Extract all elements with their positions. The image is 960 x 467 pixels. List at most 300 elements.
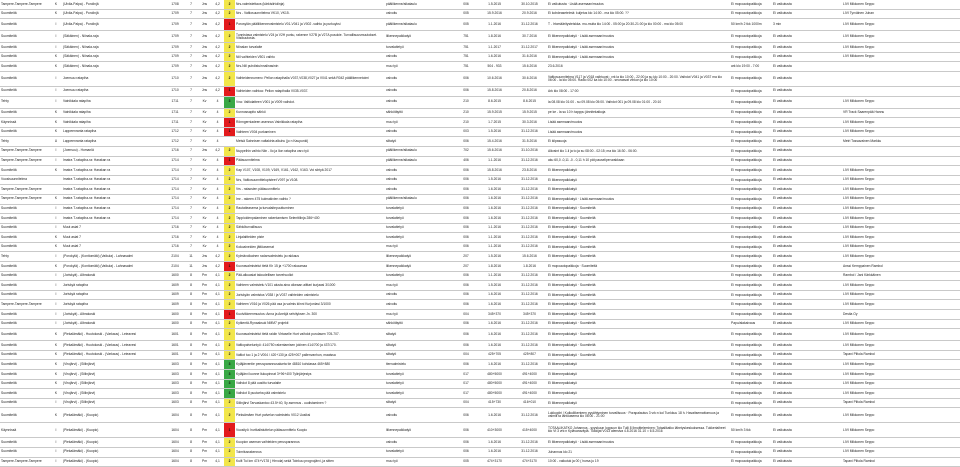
zone-cell[interactable]: 4 bbox=[211, 194, 224, 204]
section-cell[interactable]: (Piekalämäki) - (Kuopio) bbox=[62, 457, 166, 467]
contact-cell[interactable]: LIVI Mikkonen Seppo bbox=[842, 43, 960, 53]
work-type-cell[interactable]: valvoitu bbox=[385, 185, 455, 195]
track-cell[interactable]: 1711 bbox=[166, 118, 184, 128]
region-cell[interactable]: Pm bbox=[198, 329, 211, 341]
section-cell[interactable]: (Säkäinen) - Niinala-raja bbox=[62, 43, 166, 53]
priority-cell[interactable]: 2 bbox=[224, 271, 235, 281]
area-cell[interactable]: 8 bbox=[184, 360, 198, 370]
start-cell[interactable]: 345+370 bbox=[477, 310, 512, 320]
zone-cell[interactable]: 4 bbox=[211, 185, 224, 195]
speed-limit-cell[interactable]: Ei mopoautopaikkoja bbox=[730, 408, 772, 423]
contact-cell[interactable]: LIVI Mikkonen Seppo bbox=[842, 423, 960, 438]
contact-cell[interactable] bbox=[842, 86, 960, 96]
area-cell[interactable]: 7 bbox=[184, 108, 198, 118]
speed-limit-cell[interactable]: Ei mopoautopaikkoja bbox=[730, 271, 772, 281]
section-cell[interactable]: (Säkäinen) - Niinala-raja bbox=[62, 62, 166, 72]
area-cell[interactable]: 7 bbox=[184, 204, 198, 214]
work-type-cell[interactable]: valvoitu bbox=[385, 52, 455, 62]
region-cell[interactable]: Kv bbox=[198, 175, 211, 185]
contact-cell[interactable]: LIVI Mikkonen Seppo bbox=[842, 447, 960, 457]
region-cell[interactable]: Pm bbox=[198, 341, 211, 351]
section-cell[interactable]: Vainikkala ratapiha bbox=[62, 108, 166, 118]
area-cell[interactable]: 7 bbox=[184, 146, 198, 156]
class-cell[interactable]: I bbox=[50, 423, 62, 438]
region-cell[interactable]: Kv bbox=[198, 127, 211, 137]
table-row[interactable] bbox=[0, 379, 960, 389]
start-cell[interactable]: 480+5000 bbox=[477, 389, 512, 399]
start-cell[interactable]: 1.6.2016 bbox=[477, 319, 512, 329]
class-cell[interactable]: K bbox=[50, 9, 62, 19]
effect-cell[interactable]: Ei vaikutusta bbox=[772, 360, 842, 370]
track-cell[interactable]: 1716 bbox=[166, 242, 184, 252]
region-cell[interactable]: Kv bbox=[198, 194, 211, 204]
class-cell[interactable]: K bbox=[50, 118, 62, 128]
table-row[interactable] bbox=[0, 329, 960, 341]
end-cell[interactable]: 31.12.2016 bbox=[512, 185, 547, 195]
status-cell[interactable]: Suomiteitä bbox=[0, 71, 50, 86]
area-cell[interactable]: 8 bbox=[184, 300, 198, 310]
status-cell[interactable]: Suomiteitä bbox=[0, 204, 50, 214]
zone-cell[interactable]: 4 bbox=[211, 242, 224, 252]
end-cell[interactable]: 31.12.2016 bbox=[512, 194, 547, 204]
class-cell[interactable]: I bbox=[50, 146, 62, 156]
work-type-cell[interactable]: turvalaitetyö bbox=[385, 370, 455, 380]
contact-cell[interactable]: LIVI Mikkonen Seppo bbox=[842, 389, 960, 399]
table-row[interactable] bbox=[0, 408, 960, 423]
traffic-impact-cell[interactable]: 23.6.2016 bbox=[547, 62, 730, 72]
class-cell[interactable]: K bbox=[50, 62, 62, 72]
code-cell[interactable]: 006 bbox=[455, 360, 477, 370]
zone-cell[interactable]: 4,1 bbox=[211, 389, 224, 399]
description-cell[interactable]: Vna: Valtiolatteen V001 ja V009 vaihdot. bbox=[235, 96, 385, 108]
effect-cell[interactable]: Ei vaikutusta bbox=[772, 271, 842, 281]
region-cell[interactable]: Pm bbox=[198, 281, 211, 291]
track-cell[interactable]: 1714 bbox=[166, 156, 184, 166]
work-type-cell[interactable]: pääliikenne/aikataulu bbox=[385, 146, 455, 156]
contact-cell[interactable]: LIVI Mikkonen Seppo bbox=[842, 118, 960, 128]
zone-cell[interactable]: 4,1 bbox=[211, 290, 224, 300]
traffic-impact-cell[interactable]: Lukkopiiri / Kulkuliikenteen pysähtyminen turvallisuus · Porapalautus 3 vrk:n kol Tunkkuu 18 h. Havaitsemattomuus ja valmiit ta lähtöasema klo 06:00 - 21:00 bbox=[547, 408, 730, 423]
description-cell[interactable]: Rönngerniadeen asennus Vainikkala ratapiha bbox=[235, 118, 385, 128]
track-cell[interactable]: 1604 bbox=[166, 423, 184, 438]
code-cell[interactable]: 006 bbox=[455, 233, 477, 243]
status-cell[interactable]: Suomiteitä bbox=[0, 447, 50, 457]
track-cell[interactable]: 1600 bbox=[166, 319, 184, 329]
zone-cell[interactable]: 4,2 bbox=[211, 62, 224, 72]
zone-cell[interactable]: 4 bbox=[211, 204, 224, 214]
end-cell[interactable]: 31.12.2016 bbox=[512, 290, 547, 300]
status-cell[interactable]: Suomiteitä bbox=[0, 281, 50, 291]
area-cell[interactable]: 11 bbox=[184, 252, 198, 262]
start-cell[interactable]: 1.6.2016 bbox=[477, 329, 512, 341]
speed-limit-cell[interactable]: Ei mopoautopaikkoja bbox=[730, 252, 772, 262]
code-cell[interactable]: 006 bbox=[455, 447, 477, 457]
end-cell[interactable]: 23.8.2016 bbox=[512, 166, 547, 176]
end-cell[interactable]: 31.12.2016 bbox=[512, 233, 547, 243]
class-cell[interactable]: K bbox=[50, 408, 62, 423]
traffic-impact-cell[interactable]: Ei liikennepaikkatyö bbox=[547, 175, 730, 185]
speed-limit-cell[interactable]: Ei mopoautopaikkoja bbox=[730, 118, 772, 128]
priority-cell[interactable]: 1 bbox=[224, 310, 235, 320]
region-cell[interactable]: Jns bbox=[198, 71, 211, 86]
effect-cell[interactable]: Ei vaikutusta bbox=[772, 319, 842, 329]
start-cell[interactable]: 1.5.2016 bbox=[477, 252, 512, 262]
status-cell[interactable]: Suomiteitä bbox=[0, 108, 50, 118]
contact-cell[interactable]: LIVI Mikkonen Seppo bbox=[842, 242, 960, 252]
traffic-impact-cell[interactable]: Ei liikennepaikkatyö · Suomiteitä bbox=[547, 271, 730, 281]
status-cell[interactable]: Suomiteitä bbox=[0, 242, 50, 252]
region-cell[interactable]: Pm bbox=[198, 447, 211, 457]
traffic-impact-cell[interactable]: la 08.08 klo 01:00 - su 09.08 klo 05:00. Vaihdot 001 ja 09.08 klo 01:00 - 20:10 bbox=[547, 96, 730, 108]
end-cell[interactable]: 31.12.2017 bbox=[512, 43, 547, 53]
track-cell[interactable]: 1712 bbox=[166, 137, 184, 147]
table-row[interactable] bbox=[0, 96, 960, 108]
code-cell[interactable]: 751 bbox=[455, 31, 477, 43]
section-cell[interactable]: Imatra T-ratapiha-ra: Harakan ra bbox=[62, 185, 166, 195]
priority-cell[interactable]: 2 bbox=[224, 214, 235, 224]
zone-cell[interactable]: 4 bbox=[211, 108, 224, 118]
track-cell[interactable]: 1603 bbox=[166, 379, 184, 389]
description-cell[interactable]: Siilinjärvi Tarvaskantoo 43.5+40, 5y asennus - uudistaminen ? bbox=[235, 398, 385, 408]
class-cell[interactable]: I bbox=[50, 319, 62, 329]
effect-cell[interactable]: Ei vaikutusta bbox=[772, 310, 842, 320]
priority-cell[interactable]: 1 bbox=[224, 118, 235, 128]
work-type-cell[interactable]: pääliikenne/aikataulu bbox=[385, 156, 455, 166]
status-cell[interactable]: Suomiteitä bbox=[0, 127, 50, 137]
section-cell[interactable]: (Säkäinen) - Niinala-raja bbox=[62, 52, 166, 62]
end-cell[interactable]: 31.12.2016 bbox=[512, 341, 547, 351]
end-cell[interactable]: 20.8.2016 bbox=[512, 86, 547, 96]
region-cell[interactable]: Pm bbox=[198, 310, 211, 320]
section-cell[interactable]: (Piekalämäki) - Huutokoski - (Varkaus) - Leieavesi bbox=[62, 341, 166, 351]
work-type-cell[interactable]: liikennepaikkatyö bbox=[385, 262, 455, 272]
effect-cell[interactable]: Ei vaikutusta bbox=[772, 156, 842, 166]
track-cell[interactable]: 1609 bbox=[166, 290, 184, 300]
description-cell[interactable]: Vuosityö: hurtkalistuttelun pääsuunnittelu Kuopio bbox=[235, 423, 385, 438]
zone-cell[interactable]: 4,1 bbox=[211, 300, 224, 310]
section-cell[interactable]: (Joriskyä) - Albrakoski bbox=[62, 310, 166, 320]
traffic-impact-cell[interactable]: Ei liikennepaikkatyö bbox=[547, 166, 730, 176]
start-cell[interactable]: 1.5.2016 bbox=[477, 281, 512, 291]
speed-limit-cell[interactable]: Ei mopoautopaikkoja bbox=[730, 156, 772, 166]
status-cell[interactable]: Suomiteitä bbox=[0, 408, 50, 423]
area-cell[interactable]: 7 bbox=[184, 62, 198, 72]
end-cell[interactable]: 31.12.2016 bbox=[512, 447, 547, 457]
end-cell[interactable]: 31.12.2016 bbox=[512, 271, 547, 281]
code-cell[interactable]: 210 bbox=[455, 96, 477, 108]
priority-cell[interactable]: 3 bbox=[224, 370, 235, 380]
section-cell[interactable]: Imatra T-ratapiha-ra: Harakan ra bbox=[62, 175, 166, 185]
description-cell[interactable]: Kytkentä-Rynaaksuk NMM7 projekti bbox=[235, 319, 385, 329]
work-type-cell[interactable]: muu työ bbox=[385, 118, 455, 128]
class-cell[interactable]: I bbox=[50, 290, 62, 300]
contact-cell[interactable]: Destia Oy bbox=[842, 310, 960, 320]
zone-cell[interactable]: 4 bbox=[211, 96, 224, 108]
traffic-impact-cell[interactable]: Ei liikennepaikkatyö · Suomiteitä bbox=[547, 341, 730, 351]
contact-cell[interactable]: LIVI Mikkonen Seppo bbox=[842, 438, 960, 448]
section-cell[interactable]: (Porokylä) - (Kontiomäki) (Vaikula) - Lahnasalmi bbox=[62, 252, 166, 262]
zone-cell[interactable]: 4,2 bbox=[211, 43, 224, 53]
priority-cell[interactable]: 2 bbox=[224, 0, 235, 9]
priority-cell[interactable]: 3 bbox=[224, 389, 235, 399]
work-type-cell[interactable]: siltatyö bbox=[385, 398, 455, 408]
code-cell[interactable]: 751 bbox=[455, 43, 477, 53]
section-cell[interactable]: Joriskyä ratapiha bbox=[62, 281, 166, 291]
description-cell[interactable]: Kuonavalmistelut tietä Kh 15 ja +1700 rakaumaa bbox=[235, 262, 385, 272]
start-cell[interactable]: 1.1.2016 bbox=[477, 223, 512, 233]
description-cell[interactable]: Kunnossapito sähkö bbox=[235, 108, 385, 118]
effect-cell[interactable]: Ei vaikutusta bbox=[772, 52, 842, 62]
class-cell[interactable]: K bbox=[50, 127, 62, 137]
area-cell[interactable]: 7 bbox=[184, 86, 198, 96]
start-cell[interactable]: 1.6.2016 bbox=[477, 194, 512, 204]
start-cell[interactable]: 1.5.2015 bbox=[477, 0, 512, 9]
effect-cell[interactable]: Ei vaikutusta bbox=[772, 457, 842, 467]
region-cell[interactable]: Pm bbox=[198, 360, 211, 370]
class-cell[interactable]: K bbox=[50, 329, 62, 341]
start-cell[interactable]: 410+3000 bbox=[477, 423, 512, 438]
table-row[interactable] bbox=[0, 398, 960, 408]
contact-cell[interactable]: Anssi Kemppainen Rambol bbox=[842, 262, 960, 272]
region-cell[interactable]: Kv bbox=[198, 185, 211, 195]
track-cell[interactable]: 1709 bbox=[166, 31, 184, 43]
description-cell[interactable]: Kap V107, V108, V109, V169, V161, V162, V163. Voi siirtyä 2017 bbox=[235, 166, 385, 176]
priority-cell[interactable]: 2 bbox=[224, 9, 235, 19]
class-cell[interactable]: I bbox=[50, 457, 62, 467]
traffic-impact-cell[interactable]: Ei liikennepaikkatyö · Suomiteitä bbox=[547, 329, 730, 341]
contact-cell[interactable]: LIVI Mikkonen Seppo bbox=[842, 19, 960, 31]
status-cell[interactable]: Tampere-Tampere-Tampere bbox=[0, 146, 50, 156]
status-cell[interactable]: Suomiteitä bbox=[0, 329, 50, 341]
table-row[interactable] bbox=[0, 310, 960, 320]
start-cell[interactable]: 15.9.2016 bbox=[477, 9, 512, 19]
area-cell[interactable]: 11 bbox=[184, 262, 198, 272]
table-row[interactable] bbox=[0, 447, 960, 457]
effect-cell[interactable]: Ei vaikutusta bbox=[772, 242, 842, 252]
work-type-cell[interactable]: siltatyö bbox=[385, 329, 455, 341]
contact-cell[interactable]: LIVI Mikkonen Seppo bbox=[842, 341, 960, 351]
status-cell[interactable]: Suomiteitä bbox=[0, 214, 50, 224]
class-cell[interactable]: I bbox=[50, 438, 62, 448]
area-cell[interactable]: 7 bbox=[184, 9, 198, 19]
speed-limit-cell[interactable]: Papu/alakaivaus bbox=[730, 319, 772, 329]
code-cell[interactable]: 751 bbox=[455, 62, 477, 72]
description-cell[interactable]: Vaihdot 8 puutarha pää valmistelu bbox=[235, 389, 385, 399]
region-cell[interactable]: Jns bbox=[198, 262, 211, 272]
speed-limit-cell[interactable]: Ei mopoautopaikkoja bbox=[730, 350, 772, 360]
status-cell[interactable]: Suomiteitä bbox=[0, 290, 50, 300]
contact-cell[interactable]: LIVI Mikkonen Seppo bbox=[842, 52, 960, 62]
traffic-impact-cell[interactable]: Ei kohdeasetelmä: kuljetus klo 14:00 - ma klo 05:00. ?? bbox=[547, 9, 730, 19]
description-cell[interactable]: Pää-alkuasiat taloudellisen tarvehuollot bbox=[235, 271, 385, 281]
region-cell[interactable]: Pm bbox=[198, 370, 211, 380]
region-cell[interactable]: Jns bbox=[198, 252, 211, 262]
work-type-cell[interactable]: pääliikenne/aikataulu bbox=[385, 194, 455, 204]
zone-cell[interactable]: 4,2 bbox=[211, 0, 224, 9]
zone-cell[interactable]: 4 bbox=[211, 166, 224, 176]
contact-cell[interactable]: LIVI Mikkonen Seppo bbox=[842, 96, 960, 108]
traffic-impact-cell[interactable]: Ei liikennepaikkatyö · Suomiteitä bbox=[547, 300, 730, 310]
start-cell[interactable]: 425+705 bbox=[477, 350, 512, 360]
track-cell[interactable]: 1711 bbox=[166, 108, 184, 118]
effect-cell[interactable]: Ei vaikutusta bbox=[772, 194, 842, 204]
region-cell[interactable]: Pm bbox=[198, 457, 211, 467]
effect-cell[interactable]: Ei vaikutusta bbox=[772, 175, 842, 185]
start-cell[interactable]: 480+5000 bbox=[477, 379, 512, 389]
end-cell[interactable]: 15.6.2016 bbox=[512, 62, 547, 72]
description-cell[interactable]: Niil vaihteiden V501 vaihto bbox=[235, 52, 385, 62]
table-row[interactable] bbox=[0, 19, 960, 31]
code-cell[interactable]: 006 bbox=[455, 223, 477, 233]
traffic-impact-cell[interactable]: Ei liikennepaikkatyö · Suomiteitä bbox=[547, 214, 730, 224]
contact-cell[interactable]: Tapani Piltola Rambol bbox=[842, 398, 960, 408]
area-cell[interactable]: 8 bbox=[184, 389, 198, 399]
status-cell[interactable]: Suomiteitä bbox=[0, 52, 50, 62]
section-cell[interactable]: Imatra T-ratapiha-ra: Harakan ra bbox=[62, 156, 166, 166]
table-row[interactable] bbox=[0, 438, 960, 448]
class-cell[interactable]: I bbox=[50, 252, 62, 262]
area-cell[interactable]: 8 bbox=[184, 271, 198, 281]
effect-cell[interactable]: Ei vaikutusta bbox=[772, 108, 842, 118]
zone-cell[interactable]: 4,2 bbox=[211, 31, 224, 43]
priority-cell[interactable]: 2 bbox=[224, 204, 235, 214]
effect-cell[interactable]: Ei vaikutusta bbox=[772, 398, 842, 408]
speed-limit-cell[interactable]: Ei mopoautopaikkoja bbox=[730, 262, 772, 272]
speed-limit-cell[interactable]: Ei mopoautopaikkoja bbox=[730, 0, 772, 9]
priority-cell[interactable]: 1 bbox=[224, 156, 235, 166]
end-cell[interactable]: 20.9.2016 bbox=[512, 9, 547, 19]
region-cell[interactable]: Kv bbox=[198, 137, 211, 147]
priority-cell[interactable]: 2 bbox=[224, 194, 235, 204]
zone-cell[interactable]: 4,1 bbox=[211, 447, 224, 457]
class-cell[interactable]: I bbox=[50, 214, 62, 224]
zone-cell[interactable]: 4,1 bbox=[211, 457, 224, 467]
track-cell[interactable]: 1712 bbox=[166, 127, 184, 137]
start-cell[interactable]: 10.6.2016 bbox=[477, 71, 512, 86]
work-type-cell[interactable]: valvoitu bbox=[385, 127, 455, 137]
work-type-cell[interactable]: sähkötäyttö bbox=[385, 319, 455, 329]
status-cell[interactable]: Suomiteitä bbox=[0, 43, 50, 53]
region-cell[interactable]: Pm bbox=[198, 350, 211, 360]
section-cell[interactable]: (Virojärvi) - (Siilinjärvi) bbox=[62, 370, 166, 380]
section-cell[interactable]: (Säkäinen) - Niinala-raja bbox=[62, 31, 166, 43]
class-cell[interactable]: I bbox=[50, 223, 62, 233]
code-cell[interactable]: 006 bbox=[455, 438, 477, 448]
section-cell[interactable]: Joriskyä ratapiha bbox=[62, 300, 166, 310]
class-cell[interactable]: U bbox=[50, 137, 62, 147]
table-row[interactable] bbox=[0, 9, 960, 19]
status-cell[interactable]: Suomiteitä bbox=[0, 86, 50, 96]
zone-cell[interactable]: 4,1 bbox=[211, 310, 224, 320]
table-row[interactable] bbox=[0, 281, 960, 291]
class-cell[interactable]: K bbox=[50, 350, 62, 360]
speed-limit-cell[interactable]: Ei mopoautopaikkoja bbox=[730, 43, 772, 53]
effect-cell[interactable]: Ei vaikutusta bbox=[772, 96, 842, 108]
end-cell[interactable]: 31.6.2016 bbox=[512, 52, 547, 62]
table-row[interactable] bbox=[0, 214, 960, 224]
class-cell[interactable]: I bbox=[50, 447, 62, 457]
track-cell[interactable]: 1714 bbox=[166, 204, 184, 214]
status-cell[interactable]: Suomiteitä bbox=[0, 31, 50, 43]
description-cell[interactable]: Vaihdot 8 pää uusittu turvalaite bbox=[235, 379, 385, 389]
table-row[interactable] bbox=[0, 423, 960, 438]
priority-cell[interactable]: 2 bbox=[224, 71, 235, 86]
start-cell[interactable]: 15.8.2016 bbox=[477, 166, 512, 176]
priority-cell[interactable]: 2 bbox=[224, 166, 235, 176]
status-cell[interactable]: Tampere-Tampere-Tampere bbox=[0, 457, 50, 467]
class-cell[interactable]: I bbox=[50, 271, 62, 281]
track-cell[interactable]: 1709 bbox=[166, 43, 184, 53]
effect-cell[interactable]: Ei vaikutusta bbox=[772, 300, 842, 310]
region-cell[interactable]: Jns bbox=[198, 0, 211, 9]
track-cell[interactable]: 1710 bbox=[166, 71, 184, 86]
start-cell[interactable]: 1.6.2016 bbox=[477, 300, 512, 310]
region-cell[interactable]: Pm bbox=[198, 300, 211, 310]
end-cell[interactable]: 30.7.2016 bbox=[512, 31, 547, 43]
code-cell[interactable]: 006 bbox=[455, 319, 477, 329]
contact-cell[interactable]: LIVI Mikkonen Seppo bbox=[842, 166, 960, 176]
priority-cell[interactable]: 2 bbox=[224, 408, 235, 423]
contact-cell[interactable]: LIVI Mikkonen Seppo bbox=[842, 319, 960, 329]
class-cell[interactable]: K bbox=[50, 52, 62, 62]
contact-cell[interactable]: LIVI Mikkonen Seppo bbox=[842, 370, 960, 380]
table-row[interactable] bbox=[0, 0, 960, 9]
area-cell[interactable]: 7 bbox=[184, 156, 198, 166]
class-cell[interactable]: K bbox=[50, 108, 62, 118]
end-cell[interactable]: 31.12.2016 bbox=[512, 281, 547, 291]
effect-cell[interactable]: Ei vaikutusta bbox=[772, 341, 842, 351]
area-cell[interactable]: 7 bbox=[184, 52, 198, 62]
effect-cell[interactable]: Ei vaikutusta bbox=[772, 350, 842, 360]
traffic-impact-cell[interactable]: Ark klo 08:00 - 17:00 bbox=[547, 86, 730, 96]
section-cell[interactable]: Imatra T-ratapiha-ra: Harakan ra bbox=[62, 204, 166, 214]
work-type-cell[interactable]: tienvalmistelu bbox=[385, 360, 455, 370]
table-row[interactable] bbox=[0, 457, 960, 467]
class-cell[interactable]: K bbox=[50, 341, 62, 351]
code-cell[interactable]: 210 bbox=[455, 108, 477, 118]
end-cell[interactable]: 425+807 bbox=[512, 350, 547, 360]
area-cell[interactable]: 7 bbox=[184, 0, 198, 9]
area-cell[interactable]: 7 bbox=[184, 43, 198, 53]
code-cell[interactable]: 006 bbox=[455, 175, 477, 185]
section-cell[interactable]: Vainikkala ratapiha bbox=[62, 118, 166, 128]
track-cell[interactable]: 1714 bbox=[166, 175, 184, 185]
contact-cell[interactable]: LIVI Mikkonen Seppo bbox=[842, 194, 960, 204]
status-cell[interactable]: Tampere-Tampere-Tampere bbox=[0, 156, 50, 166]
effect-cell[interactable]: Ei vaikutusta bbox=[772, 423, 842, 438]
class-cell[interactable]: I bbox=[50, 310, 62, 320]
class-cell[interactable]: K bbox=[50, 389, 62, 399]
work-type-cell[interactable]: valvoitu bbox=[385, 166, 455, 176]
start-cell[interactable]: 1.6.2016 bbox=[477, 360, 512, 370]
table-row[interactable] bbox=[0, 194, 960, 204]
section-cell[interactable]: (Porokylä) - (Kontiomäki) (Vaikula) - Lahnasalmi bbox=[62, 262, 166, 272]
zone-cell[interactable]: 4,1 bbox=[211, 438, 224, 448]
speed-limit-cell[interactable]: Ei mopoautopaikkoja bbox=[730, 214, 772, 224]
track-cell[interactable]: 1714 bbox=[166, 214, 184, 224]
class-cell[interactable]: I bbox=[50, 398, 62, 408]
start-cell[interactable]: 1.1.2016 bbox=[477, 233, 512, 243]
section-cell[interactable]: (Piekalämäki) - (Kuopio) bbox=[62, 408, 166, 423]
table-row[interactable] bbox=[0, 166, 960, 176]
zone-cell[interactable]: 4,2 bbox=[211, 86, 224, 96]
status-cell[interactable]: Suomiteitä bbox=[0, 389, 50, 399]
zone-cell[interactable]: 4,1 bbox=[211, 398, 224, 408]
traffic-impact-cell[interactable]: Ei liikennepaikkatyö bbox=[547, 379, 730, 389]
start-cell[interactable]: 1.6.2016 bbox=[477, 290, 512, 300]
track-cell[interactable]: 1600 bbox=[166, 271, 184, 281]
zone-cell[interactable]: 4,1 bbox=[211, 319, 224, 329]
